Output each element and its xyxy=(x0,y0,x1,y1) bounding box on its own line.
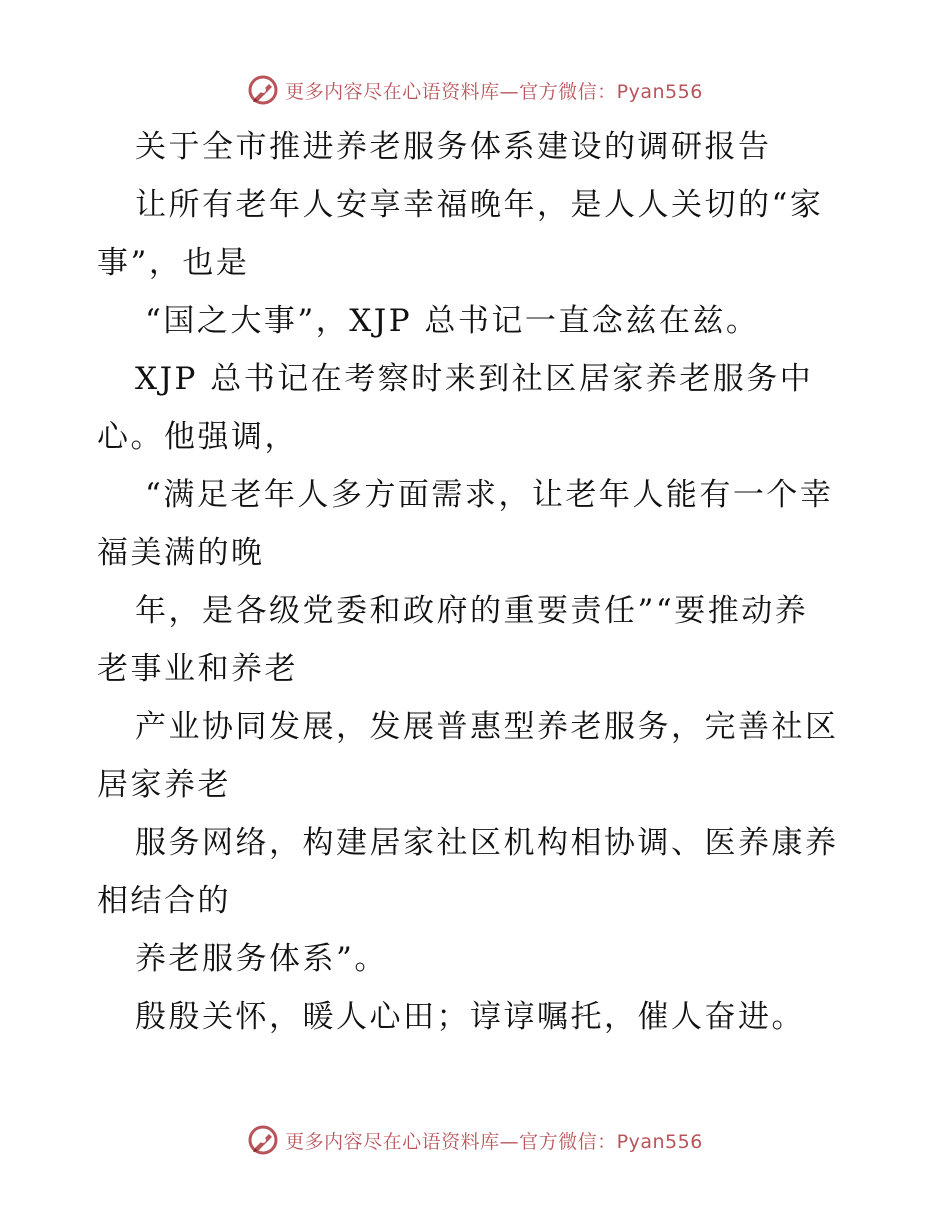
paragraph-line: 养老服务体系”。 xyxy=(135,941,388,977)
paragraph-line: 服务网络，构建居家社区机构相协调、医养康养 xyxy=(135,825,839,861)
paragraph-line: 产业协同发展，发展普惠型养老服务，完善社区 xyxy=(135,709,839,745)
document-title: 关于全市推进养老服务体系建设的调研报告 xyxy=(135,129,772,165)
header-banner xyxy=(0,70,950,110)
paragraph-line: “满足老年人多方面需求，让老年人能有一个幸 xyxy=(145,477,834,513)
footer-banner xyxy=(0,1120,950,1160)
paragraph-line: XJP 总书记在考察时来到社区居家养老服务中 xyxy=(135,361,814,397)
red-pen-circle-icon xyxy=(247,1124,279,1156)
paragraph-line: 相结合的 xyxy=(97,883,231,919)
document-body xyxy=(97,118,857,1046)
header-banner-text: 更多内容尽在心语资料库—官方微信：Pyan556 xyxy=(285,80,703,103)
paragraph-line: 福美满的晚 xyxy=(97,535,265,571)
paragraph-line: 殷殷关怀，暖人心田；谆谆嘱托，催人奋进。 xyxy=(135,999,805,1035)
red-pen-circle-icon xyxy=(247,74,279,106)
paragraph-line: “国之大事”，XJP 总书记一直念兹在兹。 xyxy=(145,303,760,339)
paragraph-line: 心。他强调， xyxy=(97,419,298,455)
paragraph-line: 事”，也是 xyxy=(97,245,250,281)
paragraph-line: 让所有老年人安享幸福晚年，是人人关切的“家 xyxy=(135,187,824,223)
paragraph-line: 年，是各级党委和政府的重要责任”“要推动养 xyxy=(135,593,809,629)
footer-banner-text: 更多内容尽在心语资料库—官方微信：Pyan556 xyxy=(285,1130,703,1153)
paragraph-line: 老事业和养老 xyxy=(97,651,298,687)
paragraph-line: 居家养老 xyxy=(97,767,231,803)
